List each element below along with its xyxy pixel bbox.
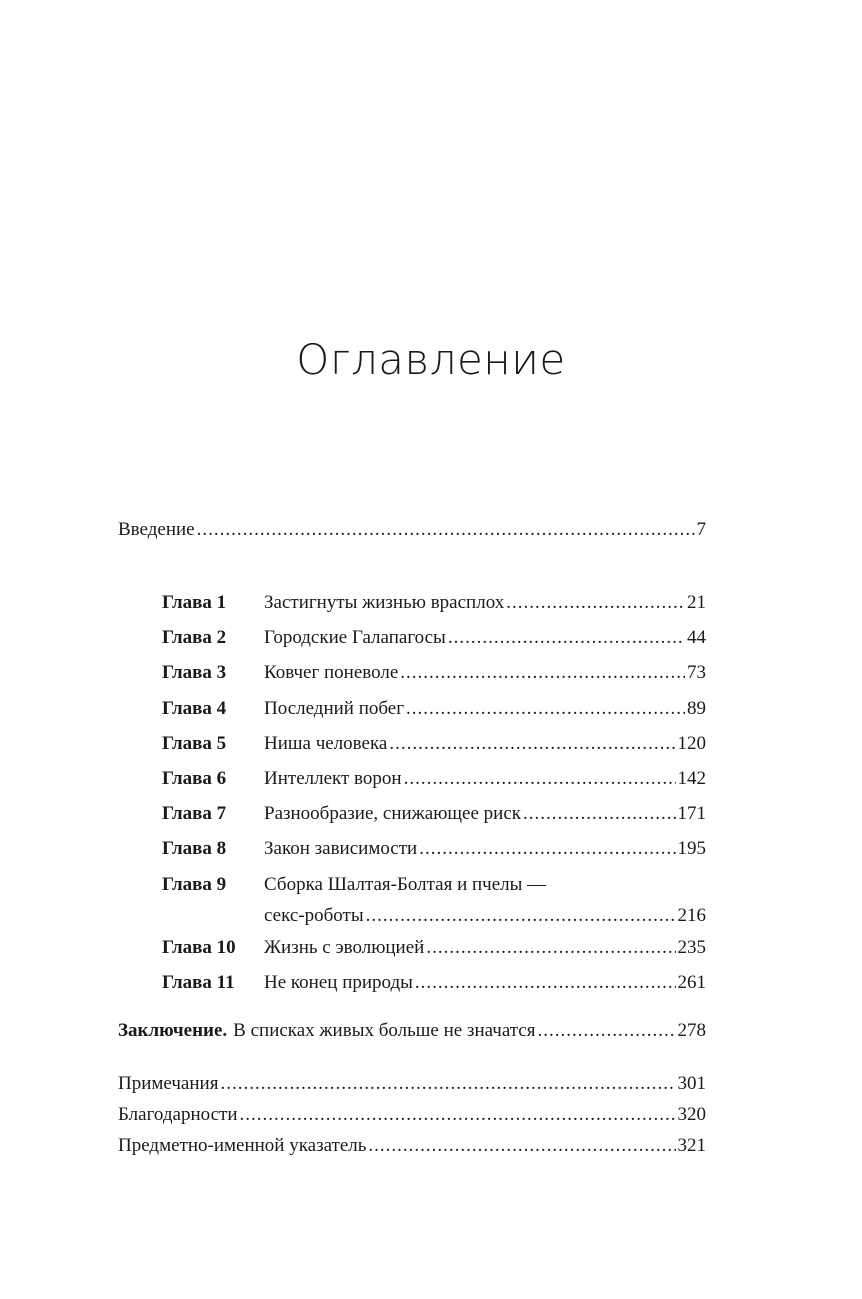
dot-leader xyxy=(220,1066,675,1101)
toc-entry-index[interactable] xyxy=(118,1128,706,1159)
entry-title-line2: секс-роботы xyxy=(264,904,364,926)
entry-title: Застигнуты жизнью врасплох xyxy=(264,592,505,613)
entry-title: Предметно-именной указатель xyxy=(118,1135,367,1156)
dot-leader xyxy=(523,796,676,831)
dot-leader xyxy=(389,726,675,761)
chapter-label: Глава 8 xyxy=(162,838,227,860)
chapter-label: Глава 7 xyxy=(162,803,227,825)
dot-leader xyxy=(448,620,685,655)
toc-entry-chapter-3[interactable] xyxy=(118,655,706,690)
toc-entry-chapter-6[interactable] xyxy=(118,761,706,796)
dot-leader xyxy=(406,691,685,726)
dot-leader xyxy=(240,1097,676,1132)
toc-entry-chapter-1[interactable] xyxy=(118,585,706,620)
toc-entry-chapter-4[interactable] xyxy=(118,691,706,726)
entry-title: Ниша человека xyxy=(264,732,388,754)
entry-title: Закон зависимости xyxy=(264,838,418,860)
chapter-label: Глава 1 xyxy=(162,592,227,613)
toc-entry-chapter-5[interactable] xyxy=(118,726,706,761)
page-number: 321 xyxy=(677,1135,706,1156)
chapter-label: Глава 11 xyxy=(162,971,235,993)
page-number: 216 xyxy=(677,904,706,926)
toc-entry-chapter-8[interactable] xyxy=(118,831,706,866)
dot-leader xyxy=(537,1013,675,1048)
entry-title-line1: Сборка Шалтая-Болтая и пчелы — xyxy=(264,873,547,895)
conclusion-label: Заключение. xyxy=(118,1020,228,1041)
entry-title: Введение xyxy=(118,519,195,540)
chapter-label: Глава 10 xyxy=(162,936,236,958)
page-number: 120 xyxy=(677,732,706,754)
chapter-label: Глава 3 xyxy=(162,662,227,684)
chapter-label: Глава 2 xyxy=(162,627,227,649)
page-number: 235 xyxy=(677,936,706,958)
toc-entry-intro[interactable] xyxy=(118,512,706,547)
entry-title: В списках живых больше не значатся xyxy=(233,1020,536,1041)
dot-leader xyxy=(197,512,695,547)
conclusion-section xyxy=(118,1013,706,1048)
chapter-label: Глава 6 xyxy=(162,767,227,789)
dot-leader xyxy=(415,965,676,1000)
toc-entry-chapter-11[interactable] xyxy=(118,965,706,1000)
page-number: 21 xyxy=(687,592,706,613)
page-title: Оглавление xyxy=(296,335,566,384)
chapters-section xyxy=(118,585,706,1000)
toc-entry-conclusion[interactable] xyxy=(118,1013,706,1048)
intro-section xyxy=(118,512,706,547)
dot-leader xyxy=(506,585,685,620)
entry-title: Жизнь с эволюцией xyxy=(264,936,425,958)
chapter-label: Глава 4 xyxy=(162,697,227,719)
entry-title: Разнообразие, снижающее риск xyxy=(264,803,521,825)
chapter-label: Глава 9 xyxy=(162,873,227,895)
toc-entry-chapter-10[interactable] xyxy=(118,930,706,965)
entry-title: Ковчег поневоле xyxy=(264,662,399,684)
chapter-label: Глава 5 xyxy=(162,732,227,754)
page-number: 171 xyxy=(677,803,706,825)
toc-entry-notes[interactable] xyxy=(118,1066,706,1097)
page-number: 320 xyxy=(677,1104,706,1125)
toc-entry xyxy=(118,512,706,547)
dot-leader xyxy=(366,898,676,933)
entry-title: Примечания xyxy=(118,1073,219,1094)
page-number: 142 xyxy=(677,767,706,789)
toc-entry-acknowledgements[interactable] xyxy=(118,1097,706,1128)
entry-title: Интеллект ворон xyxy=(264,767,402,789)
dot-leader xyxy=(419,831,675,866)
page-number: 7 xyxy=(696,519,706,540)
dot-leader xyxy=(368,1128,675,1163)
page-number: 89 xyxy=(687,697,706,719)
page-number: 301 xyxy=(677,1073,706,1094)
dot-leader xyxy=(426,930,675,965)
dot-leader xyxy=(400,655,685,690)
entry-title: Благодарности xyxy=(118,1104,238,1125)
dot-leader xyxy=(404,761,676,796)
page-number: 261 xyxy=(677,971,706,993)
page-number: 73 xyxy=(687,662,706,684)
page-number: 195 xyxy=(677,838,706,860)
entry-title: Последний побег xyxy=(264,697,405,719)
entry-title: Городские Галапагосы xyxy=(264,627,446,649)
toc-entry-chapter-7[interactable] xyxy=(118,796,706,831)
page-number: 44 xyxy=(687,627,706,649)
entry-title: Не конец природы xyxy=(264,971,413,993)
toc-entry-chapter-2[interactable] xyxy=(118,620,706,655)
toc-entry-chapter-9[interactable] xyxy=(118,867,706,930)
appendix-section xyxy=(118,1066,706,1159)
page-number: 278 xyxy=(677,1020,706,1041)
